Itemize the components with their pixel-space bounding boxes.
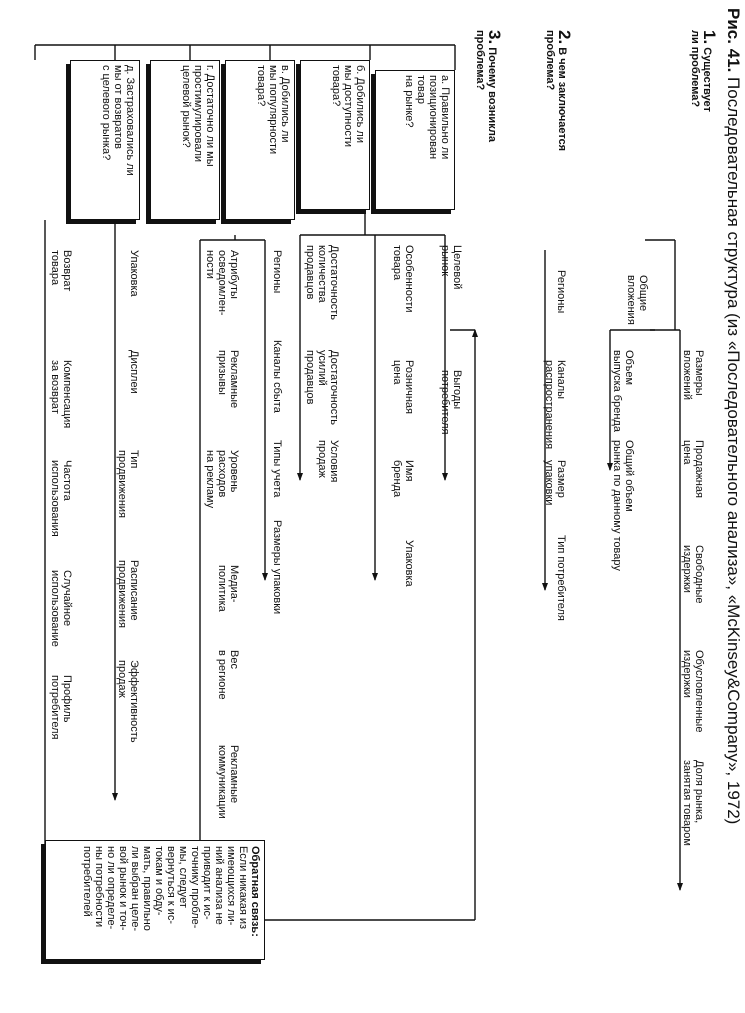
a-row1-2: Выгоды потребителя [439, 370, 463, 435]
b-row1-1: Регионы [271, 250, 283, 294]
feedback-box [45, 840, 265, 960]
d-row-3: Частота использования [49, 460, 73, 537]
d-row-5: Профиль потребителя [49, 675, 73, 740]
g-row-1: Упаковка [128, 250, 140, 297]
q1-b-2: Общий объем рынка по данному товару [611, 440, 635, 571]
q2-heading [544, 30, 574, 152]
b-row1-2: Каналы сбыта [271, 340, 283, 413]
q2-item-2: Каналы распространения [543, 360, 567, 450]
q2-title: В чем заключается проблема? [544, 30, 568, 152]
feedback-body: Если никакая из имеющихся ли- ний анализа не приводит к ис- точнику пробле- мы, следует вернуться к ис- токам и обду- мать, правильно ли выбран целе- вой рынок и точ- но ли определе- ны потребности потребителей [81, 846, 249, 932]
q3-box-a: а. Правильно ли позиционирован товар на рынке? [375, 70, 455, 210]
g-row-4: Расписание продвижения [116, 560, 140, 629]
figure-number: Рис. 41. [724, 8, 743, 73]
b-row2-5: Вес в регионе [216, 650, 240, 700]
figure-caption: Последовательная структура (из «Последовательного анализа», «McKinsey&Company», 1972) [724, 72, 743, 825]
q1-a-1: Размеры вложений [681, 350, 705, 400]
q3-box-b: б. Добились ли мы доступности товара? [300, 60, 370, 210]
a-row2-3: Имя бренда [391, 460, 415, 498]
q2-item-1: Регионы [555, 270, 567, 314]
a-row2-1: Особенности товара [391, 245, 415, 313]
q1-a-2: Продажная цена [681, 440, 705, 498]
q3-heading [474, 30, 504, 142]
q1-title: Существует ли проблема? [689, 30, 713, 112]
d-row-4: Случайное использование [49, 570, 73, 647]
b-row1-3: Типы учета [271, 440, 283, 498]
b-row2-1: Атрибуты осведомлен- ности [204, 250, 240, 316]
q1-number: 1. [700, 30, 719, 45]
q2-item-4: Тип потребителя [555, 535, 567, 621]
q1-root: Общие вложения [625, 275, 649, 325]
b-row2-4: Медиа- политика [216, 565, 240, 612]
b-row1-4: Размеры упаковки [271, 520, 283, 615]
feedback-title: Обратная связь: [249, 846, 261, 937]
b-row2-3: Уровень расходов на рекламу [204, 450, 240, 509]
g-row-5: Эффективность продаж [116, 660, 140, 743]
g-row-3: Тип продвижения [116, 450, 140, 519]
g-row-2: Дисплеи [128, 350, 140, 394]
d-row-2: Компенсация за возврат [49, 360, 73, 429]
q3-title: Почему возникла проблема? [474, 30, 498, 142]
q1-a-4: Обусловленные издержки [681, 650, 705, 733]
q3-box-g: г. Достаточно ли мы простимулировали целевой рынок? [150, 60, 220, 220]
b-row2-2: Рекламные призывы [216, 350, 240, 409]
q3-box-v: в. Добились ли мы популярности товара? [225, 60, 295, 220]
d-row-1: Возврат товара [49, 250, 73, 292]
a-row3-3: Условия продаж [316, 440, 340, 483]
a-row3-1: Достаточность количества продавцов [304, 245, 340, 320]
a-row2-2: Розничная цена [391, 360, 415, 414]
q1-a-3: Свободные издержки [681, 545, 705, 604]
q2-number: 2. [555, 30, 574, 45]
figure-title [723, 8, 743, 824]
b-row2-6: Рекламные коммуникации [216, 745, 240, 819]
q2-item-3: Размер упаковки [543, 460, 567, 506]
a-row2-4: Упаковка [403, 540, 415, 587]
a-row1-1: Целевой рынок [439, 245, 463, 290]
q1-heading [689, 30, 719, 112]
a-row3-2: Достаточность усилий продавцов [304, 350, 340, 425]
q1-b-1: Объем выпуска бренда [611, 350, 635, 432]
q1-a-5: Доля рынка, занятая товаром [681, 760, 705, 846]
q3-number: 3. [485, 30, 504, 45]
q3-box-d: д. Застраховались ли мы от возвратов с целевого рынка? [70, 60, 140, 220]
